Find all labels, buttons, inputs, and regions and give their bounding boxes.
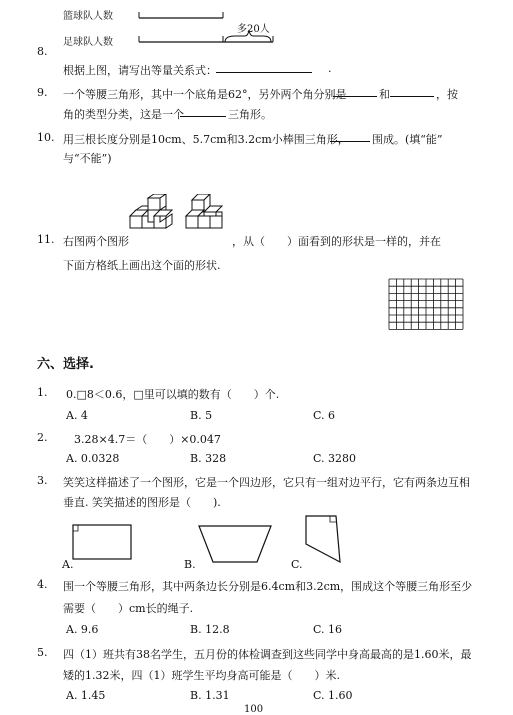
basketball-label: 篮球队人数 bbox=[63, 11, 113, 22]
question-text: 一个等腰三角形，其中一个底角是62°，另外两个角分别是 bbox=[63, 88, 347, 101]
option-b[interactable]: B. 1.31 bbox=[190, 689, 230, 702]
option-a[interactable]: A. bbox=[62, 558, 74, 571]
option-c[interactable]: C. 16 bbox=[313, 623, 343, 636]
option-a[interactable]: A. 4 bbox=[66, 409, 88, 422]
question-number: 4. bbox=[37, 578, 48, 591]
cube-figure-2 bbox=[184, 194, 230, 240]
question-text: 和 bbox=[379, 88, 390, 101]
option-c[interactable]: C. 6 bbox=[313, 409, 336, 422]
option-b[interactable]: B. 328 bbox=[190, 452, 227, 465]
football-label: 足球队人数 bbox=[63, 37, 113, 48]
question-text: ，按 bbox=[436, 88, 458, 101]
page-number: 100 bbox=[244, 704, 264, 715]
section-title: 六、选择. bbox=[37, 357, 94, 372]
question-text: 用三根长度分别是10cm、5.7cm和3.2cm小棒围三角形， bbox=[63, 133, 349, 146]
answer-blank[interactable] bbox=[180, 106, 226, 117]
question-text: 笑笑这样描述了一个图形，它是一个四边形，它只有一组对边平行，它有两条边互相 bbox=[63, 476, 470, 489]
question-text: 矮的1.32米，四（1）班学生平均身高可能是（ ）米. bbox=[63, 669, 340, 682]
option-b[interactable]: B. bbox=[184, 558, 196, 571]
question-number: 1. bbox=[37, 386, 48, 399]
question-number: 5. bbox=[37, 646, 48, 659]
option-a[interactable]: A. 9.6 bbox=[66, 623, 99, 636]
question-text: 3.28×4.7＝（ ）×0.047 bbox=[74, 433, 221, 446]
rectangle-shape bbox=[72, 524, 134, 562]
option-a[interactable]: A. 0.0328 bbox=[66, 452, 120, 465]
question-text: 围成。(填“能” bbox=[372, 133, 443, 146]
answer-blank[interactable] bbox=[216, 62, 312, 73]
option-a[interactable]: A. 1.45 bbox=[66, 689, 106, 702]
isosceles-trapezoid-shape bbox=[197, 524, 273, 564]
question-text: 右图两个图形 bbox=[63, 235, 129, 248]
question-text: 围一个等腰三角形，其中两条边长分别是6.4cm和3.2cm，围成这个等腰三角形至少 bbox=[63, 580, 473, 593]
question-text: 下面方格纸上画出这个面的形状. bbox=[63, 259, 221, 272]
more-note: 多20人 bbox=[237, 24, 270, 35]
question-text: ，从（ ）面看到的形状是一样的，并在 bbox=[232, 235, 441, 248]
comparison-line-diagram bbox=[135, 8, 315, 50]
option-b[interactable]: B. 5 bbox=[190, 409, 213, 422]
question-number: 11. bbox=[37, 233, 55, 246]
question-number: 3. bbox=[37, 474, 48, 487]
question-number: 10. bbox=[37, 131, 55, 144]
option-c[interactable]: C. 1.60 bbox=[313, 689, 353, 702]
answer-blank[interactable] bbox=[390, 86, 434, 97]
right-trapezoid-shape bbox=[302, 514, 344, 566]
question-number: 2. bbox=[37, 431, 48, 444]
question-text: 与“不能”) bbox=[63, 152, 112, 165]
question-text: 四（1）班共有38名学生，五月份的体检调查到这些同学中身高最高的是1.60米，最 bbox=[63, 648, 472, 661]
question-number: 8. bbox=[37, 45, 48, 58]
option-c[interactable]: C. bbox=[291, 558, 303, 571]
option-b[interactable]: B. 12.8 bbox=[190, 623, 230, 636]
question-text: 根据上图，请写出等量关系式： bbox=[63, 64, 217, 77]
question-text: 三角形。 bbox=[228, 108, 272, 121]
question-text: 角的类型分类，这是一个 bbox=[63, 108, 184, 121]
question-tail: . bbox=[328, 62, 332, 75]
answer-blank[interactable] bbox=[330, 131, 370, 142]
answer-blank[interactable] bbox=[333, 86, 377, 97]
question-number: 9. bbox=[37, 86, 48, 99]
cube-figure-1 bbox=[126, 194, 186, 240]
question-text: 0.□8＜0.6，□里可以填的数有（ ）个. bbox=[66, 388, 280, 401]
question-text: 垂直. 笑笑描述的图形是（ ). bbox=[63, 496, 221, 509]
question-text: 需要（ ）cm长的绳子. bbox=[63, 602, 194, 615]
option-c[interactable]: C. 3280 bbox=[313, 452, 357, 465]
grid-paper[interactable] bbox=[388, 278, 464, 330]
